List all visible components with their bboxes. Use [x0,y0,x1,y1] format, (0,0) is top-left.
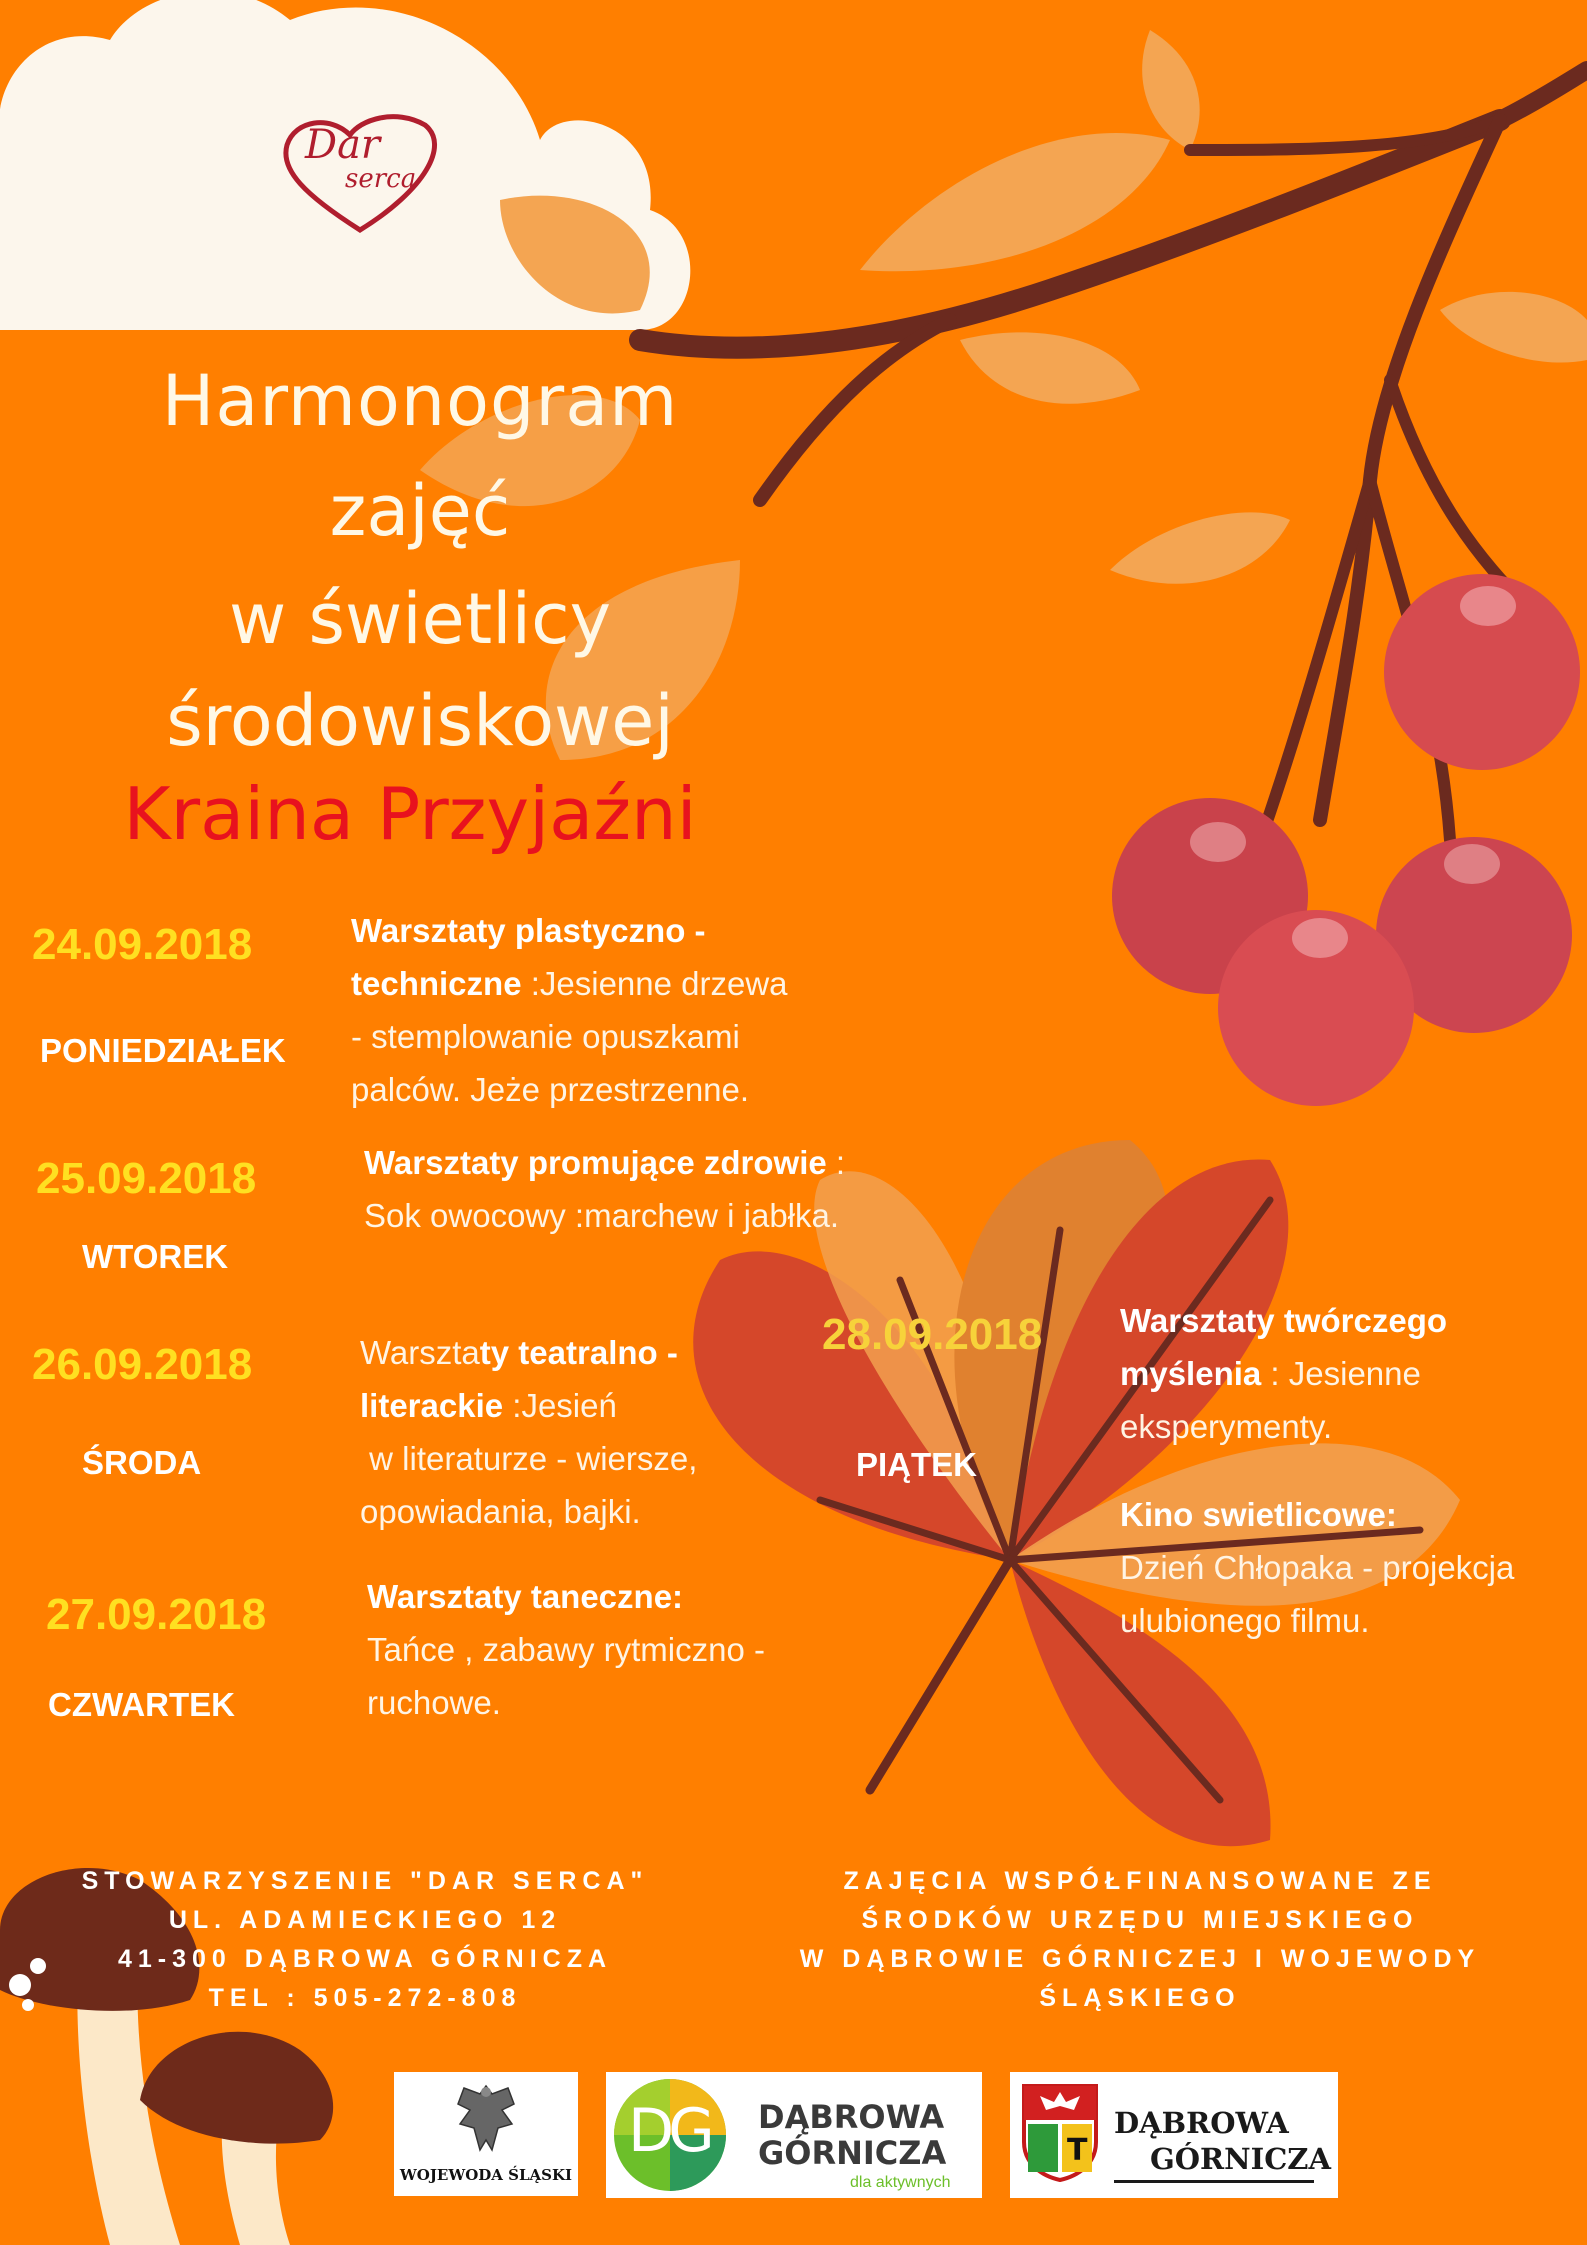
desc-monday-line: Warsztaty plastyczno - [351,912,706,949]
title-line-4: środowiskowej [166,680,674,762]
dg-line-2: GÓRNICZA [758,2134,947,2172]
desc-friday-line: eksperymenty. [1120,1408,1333,1445]
desc-monday-line: techniczne [351,965,522,1002]
dg-letters: DG [628,2096,709,2166]
footer-funding-line: ZAJĘCIA WSPÓŁFINANSOWANE ZE [843,1867,1437,1895]
desc-friday-line: : Jesienne [1261,1355,1421,1392]
dg-tagline: dla aktywnych [850,2174,951,2191]
desc-monday-line: :Jesienne drzewa [521,965,788,1002]
leaf [1110,512,1290,583]
desc-wednesday-line: Warszta [360,1334,480,1371]
footer-funding-line: ŚRODKÓW URZĘDU MIEJSKIEGO [861,1906,1419,1934]
date-monday: 24.09.2018 [32,920,253,969]
city-line-1: DĄBROWA [1114,2106,1289,2140]
footer-address [40,1862,690,2018]
wojewoda-logo [394,2072,578,2196]
coat-of-arms-icon [1020,2082,1100,2182]
desc-tuesday-line: : [826,1144,846,1181]
svg-text:T: T [1067,2133,1088,2168]
desc-wednesday-line: w literaturze - wiersze, [360,1440,698,1477]
wojewoda-label: WOJEWODA ŚLĄSKI [399,2166,573,2184]
desc-thursday-line: ruchowe. [367,1684,501,1721]
leaf [960,332,1140,403]
desc-friday-line: myślenia [1120,1355,1262,1392]
desc-tuesday [364,1136,924,1242]
footer-funding-line: ŚLĄSKIEGO [1039,1984,1241,2012]
day-monday: PONIEDZIAŁEK [40,1032,286,1069]
footer-address-line: 41-300 DĄBROWA GÓRNICZA [117,1945,613,1973]
footer-funding [720,1862,1560,2018]
desc-monday-line: - stemplowanie opuszkami [351,1018,740,1055]
desc-thursday-line: Warsztaty taneczne: [367,1578,684,1615]
dabrowa-gornicza-dg-logo [606,2072,982,2198]
desc-monday-line: palców. Jeże przestrzenne. [351,1071,750,1108]
city-line-2: GÓRNICZA [1150,2142,1331,2176]
desc-monday [351,904,871,1116]
desc-wednesday-line: literackie [360,1387,504,1424]
date-tuesday: 25.09.2018 [36,1154,257,1203]
day-thursday: CZWARTEK [48,1686,235,1723]
leaf [1440,292,1587,363]
title-line-5: Kraina Przyjaźni [123,772,697,856]
leaf [1142,30,1200,150]
desc-wednesday-line: opowiadania, bajki. [360,1493,641,1530]
footer-address-line: TEL : 505-272-808 [208,1984,522,2012]
logo-text-dar: Dar [305,122,381,168]
title-line-3: w świetlicy [229,578,611,660]
desc-friday-line: Warsztaty twórczego [1120,1302,1448,1339]
desc-tuesday-line: Sok owocowy :marchew i jabłka. [364,1197,840,1234]
dar-serca-logo [275,110,445,240]
footer-address-line: UL. ADAMIECKIEGO 12 [168,1906,562,1934]
city-underline [1114,2180,1314,2183]
desc-friday [1120,1294,1560,1647]
desc-tuesday-line: Warsztaty promujące zdrowie [364,1144,827,1181]
footer-funding-line: W DĄBROWIE GÓRNICZEJ I WOJEWODY [799,1945,1481,1973]
desc-friday-line: Dzień Chłopaka - projekcja [1120,1549,1515,1586]
leaf [860,133,1170,271]
title-line-1: Harmonogram [161,360,679,442]
footer-address-line: STOWARZYSZENIE "DAR SERCA" [81,1867,649,1895]
date-wednesday: 26.09.2018 [32,1340,253,1389]
desc-friday-line: Kino swietlicowe: [1120,1496,1397,1533]
date-friday: 28.09.2018 [822,1310,1043,1359]
day-tuesday: WTOREK [82,1238,229,1275]
day-friday: PIĄTEK [856,1446,978,1483]
eagle-icon [452,2080,520,2158]
desc-wednesday [360,1326,840,1538]
desc-thursday-line: Tańce , zabawy rytmiczno - [367,1631,765,1668]
desc-wednesday-line: ty teatralno - [479,1334,678,1371]
title-line-2: zajęć [329,470,511,552]
city-crest-logo [1010,2072,1338,2198]
desc-thursday [367,1570,847,1729]
dg-line-1: DĄBROWA [758,2098,945,2136]
desc-wednesday-line: :Jesień [503,1387,617,1424]
day-wednesday: ŚRODA [82,1444,202,1481]
date-thursday: 27.09.2018 [46,1590,267,1639]
desc-friday-line: ulubionego filmu. [1120,1602,1370,1639]
logo-text-serca: serca [345,164,417,194]
